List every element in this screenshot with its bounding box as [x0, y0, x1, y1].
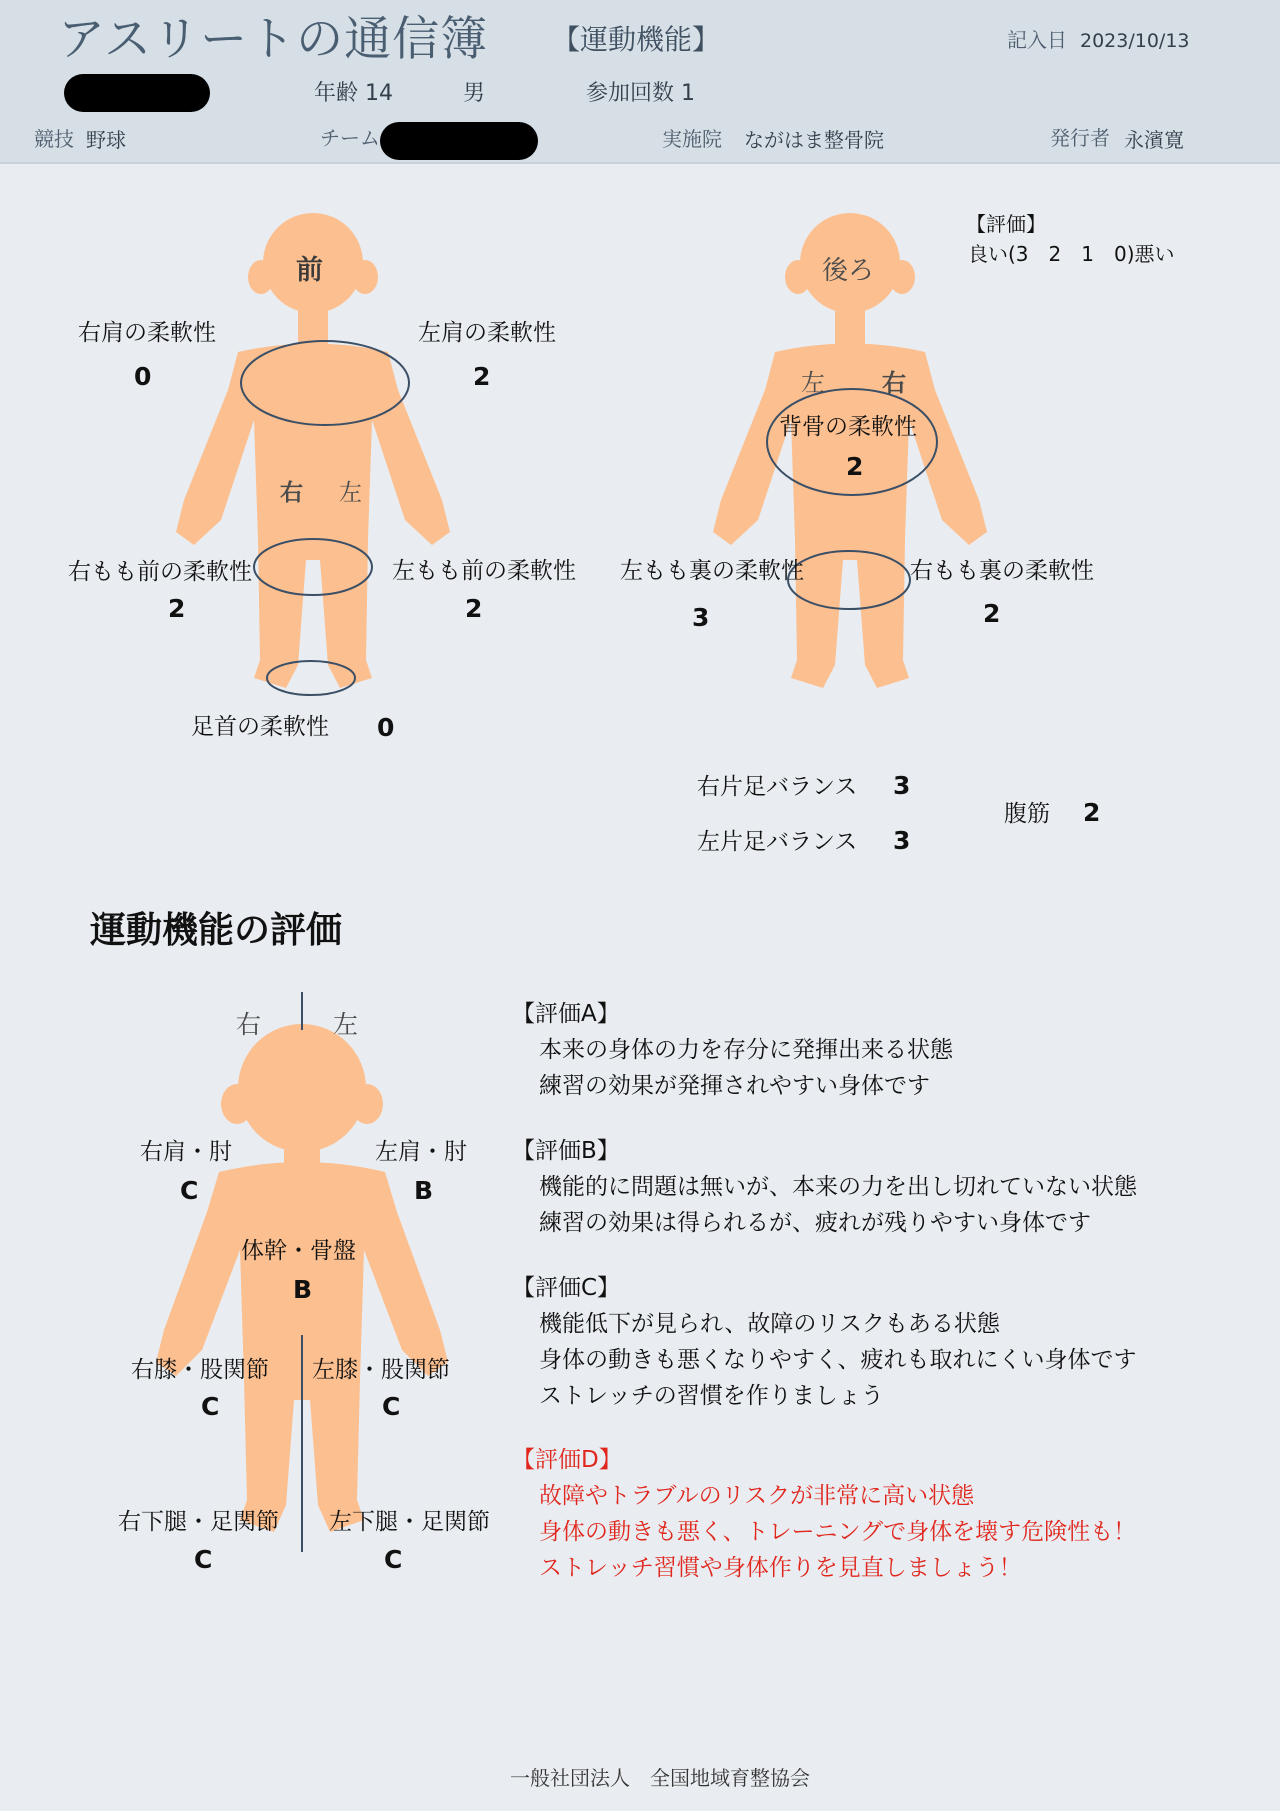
trunk-pelvis-label: 体幹・骨盤 [241, 1238, 356, 1264]
abs-label: 腹筋 [1004, 801, 1050, 827]
left-quad-label: 左もも前の柔軟性 [392, 558, 576, 584]
back-left-mark: 左 [801, 369, 825, 397]
rating-scale-title: 【評価】 [966, 212, 1046, 236]
back-label: 後ろ [822, 256, 875, 286]
sport-value: 野球 [86, 128, 126, 152]
right-shoulder-score: 0 [134, 362, 152, 391]
rating-scale: 良い(3 2 1 0)悪い [968, 242, 1175, 266]
participation-count: 参加回数 1 [586, 81, 695, 106]
trunk-pelvis-grade: B [293, 1275, 313, 1304]
ankle-label: 足首の柔軟性 [191, 714, 329, 740]
left-hamstring-score: 3 [692, 603, 710, 632]
right-quad-score: 2 [168, 594, 186, 623]
legend-c-line: ストレッチの習慣を作りましょう [539, 1383, 884, 1409]
gender: 男 [463, 81, 486, 106]
front-label: 前 [296, 255, 323, 286]
left-balance-label: 左片足バランス [697, 829, 858, 855]
legend-c-line: 身体の動きも悪くなりやすく、疲れも取れにくい身体です [539, 1347, 1137, 1373]
right-lowerleg-ankle-label: 右下腿・足関節 [118, 1509, 279, 1535]
legend-c-line: 機能低下が見られ、故障のリスクもある状態 [539, 1311, 1000, 1337]
legend-b [512, 1132, 1137, 1237]
front-right-mark: 右 [280, 480, 303, 506]
right-hamstring-label: 右もも裏の柔軟性 [910, 558, 1094, 584]
left-shoulder-score: 2 [473, 362, 491, 391]
spine-score: 2 [846, 452, 864, 481]
clinic-value: ながはま整骨院 [744, 128, 884, 152]
left-shoulder-label: 左肩の柔軟性 [418, 320, 556, 346]
legend-d-heading: 【評価D】 [512, 1447, 622, 1473]
left-knee-hip-grade: C [382, 1392, 401, 1421]
left-lowerleg-ankle-label: 左下腿・足関節 [329, 1509, 490, 1535]
legend-a [512, 995, 953, 1100]
left-shoulder-elbow-label: 左肩・肘 [375, 1139, 467, 1165]
abs-score: 2 [1083, 798, 1101, 827]
sport-label: 競技 [34, 127, 74, 151]
left-hamstring-label: 左もも裏の柔軟性 [620, 558, 804, 584]
clinic-label: 実施院 [662, 127, 722, 151]
report-subtitle: 【運動機能】 [552, 23, 721, 56]
legend-b-heading: 【評価B】 [512, 1138, 620, 1164]
team-label: チーム [320, 126, 380, 150]
spine-label: 背骨の柔軟性 [779, 414, 917, 440]
legend-a-line: 本来の身体の力を存分に発揮出来る状態 [539, 1037, 953, 1063]
date-label: 記入日 [1007, 28, 1067, 52]
evaluation-body-figure [156, 992, 448, 1552]
right-quad-label: 右もも前の柔軟性 [68, 559, 252, 585]
right-hamstring-score: 2 [983, 599, 1001, 628]
issuer-label: 発行者 [1050, 126, 1110, 150]
right-shoulder-label: 右肩の柔軟性 [78, 320, 216, 346]
evaluation-title: 運動機能の評価 [90, 910, 343, 951]
left-balance-score: 3 [893, 826, 911, 855]
legend-d-line: ストレッチ習慣や身体作りを見直しましょう！ [539, 1555, 1022, 1581]
eval-left-mark: 左 [333, 1010, 359, 1039]
legend-d [512, 1441, 1136, 1582]
legend-d-line: 故障やトラブルのリスクが非常に高い状態 [539, 1483, 975, 1509]
legend-c-heading: 【評価C】 [512, 1275, 621, 1301]
right-knee-hip-label: 右膝・股関節 [131, 1357, 269, 1383]
legend-a-line: 練習の効果が発揮されやすい身体です [539, 1073, 930, 1099]
front-left-mark: 左 [339, 480, 362, 506]
age: 年齢 14 [314, 81, 393, 106]
left-shoulder-elbow-grade: B [414, 1176, 434, 1205]
footer-organization: 一般社団法人 全国地域育整協会 [510, 1766, 810, 1790]
eval-right-mark: 右 [236, 1010, 262, 1039]
right-balance-score: 3 [893, 771, 911, 800]
date-value: 2023/10/13 [1080, 30, 1190, 52]
left-knee-hip-label: 左膝・股関節 [312, 1357, 450, 1383]
right-balance-label: 右片足バランス [697, 774, 858, 800]
issuer-value: 永濱寛 [1124, 128, 1184, 152]
right-shoulder-elbow-grade: C [180, 1176, 199, 1205]
legend-b-line: 練習の効果は得られるが、疲れが残りやすい身体です [539, 1210, 1091, 1236]
ankle-score: 0 [377, 713, 395, 742]
legend-d-line: 身体の動きも悪く、トレーニングで身体を壊す危険性も！ [539, 1519, 1137, 1545]
right-shoulder-elbow-label: 右肩・肘 [140, 1139, 232, 1165]
right-knee-hip-grade: C [201, 1392, 220, 1421]
report-title: アスリートの通信簿 [58, 12, 489, 67]
back-right-mark: 右 [882, 369, 906, 397]
left-lowerleg-ankle-grade: C [384, 1545, 403, 1574]
left-quad-score: 2 [465, 594, 483, 623]
legend-a-heading: 【評価A】 [512, 1001, 620, 1027]
legend-c [512, 1269, 1137, 1410]
right-lowerleg-ankle-grade: C [194, 1545, 213, 1574]
legend-b-line: 機能的に問題は無いが、本来の力を出し切れていない状態 [539, 1174, 1137, 1200]
